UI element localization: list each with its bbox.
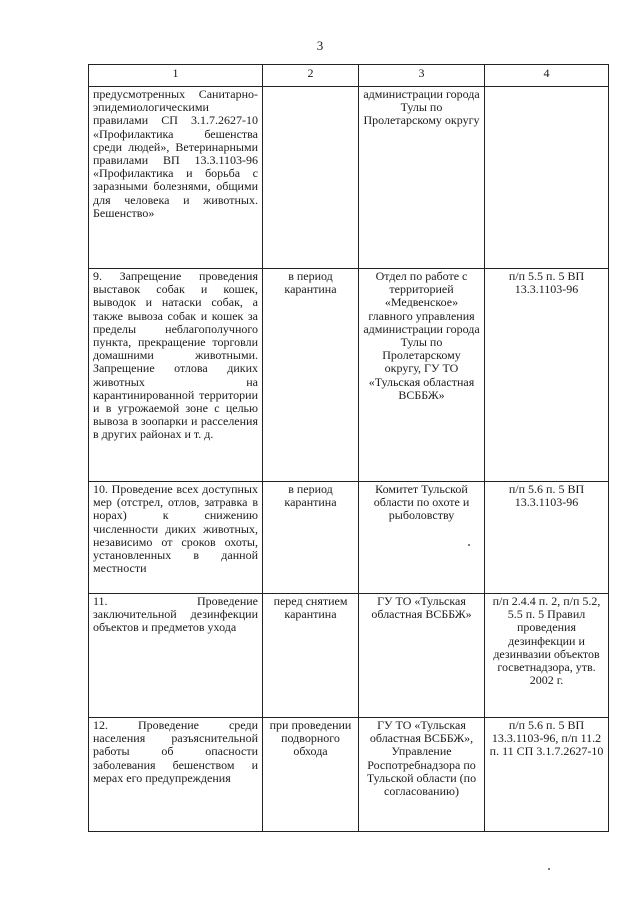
measure-cell: 11. Проведение заключительной дезинфекции объектов и предметов ухода xyxy=(89,594,263,718)
period-cell: в период карантина xyxy=(263,482,359,594)
responsible-cell: Отдел по работе с территорией «Медвенское» главного управления администрации города Тулы по Пролетарскому округу, ГУ ТО «Тульская областная ВСББЖ» xyxy=(359,269,485,482)
responsible-cell: ГУ ТО «Тульская областная ВСББЖ», Управление Роспотребнадзора по Тульской области (по согласованию) xyxy=(359,718,485,832)
column-header: 3 xyxy=(359,65,485,87)
period-cell: перед снятием карантина xyxy=(263,594,359,718)
period-cell xyxy=(263,87,359,269)
responsible-cell: Комитет Тульской области по охоте и рыболовству xyxy=(359,482,485,594)
basis-cell: п/п 5.6 п. 5 ВП 13.3.1103-96, п/п 11.2 п. 11 СП 3.1.7.2627-10 xyxy=(485,718,609,832)
measure-cell: 9. Запрещение проведения выставок собак и кошек, выводок и натаски собак, а также вывоза собак и кошек за пределы неблагополучного пункта, прекращение торговли домашними животными. Запрещение отлова диких животных на карантинированной территории и в угрожаемой зоне с целью вывоза в зоопарки и расселения в других районах и т. д. xyxy=(89,269,263,482)
basis-cell: п/п 5.5 п. 5 ВП 13.3.1103-96 xyxy=(485,269,609,482)
column-header: 4 xyxy=(485,65,609,87)
scan-speck xyxy=(468,544,470,546)
period-cell: при проведении подворного обхода xyxy=(263,718,359,832)
basis-cell: п/п 2.4.4 п. 2, п/п 5.2, 5.5 п. 5 Правил проведения дезинфекции и дезинвазии объектов госветнадзора, утв. 2002 г. xyxy=(485,594,609,718)
column-header: 2 xyxy=(263,65,359,87)
period-cell: в период карантина xyxy=(263,269,359,482)
table-row xyxy=(89,594,609,718)
column-header: 1 xyxy=(89,65,263,87)
page-number: 3 xyxy=(316,38,324,53)
basis-cell: п/п 5.6 п. 5 ВП 13.3.1103-96 xyxy=(485,482,609,594)
scan-speck xyxy=(548,868,550,870)
measures-table xyxy=(88,64,609,832)
responsible-cell: ГУ ТО «Тульская областная ВСББЖ» xyxy=(359,594,485,718)
table-row xyxy=(89,718,609,832)
table-row xyxy=(89,269,609,482)
responsible-cell: администрации города Тулы по Пролетарскому округу xyxy=(359,87,485,269)
measure-cell: 10. Проведение всех доступных мер (отстрел, отлов, затравка в норах) к снижению численности диких животных, независимо от сроков охоты, установленных в данной местности xyxy=(89,482,263,594)
table-row xyxy=(89,482,609,594)
measure-cell: предусмотренных Санитарно-эпидемиологическими правилами СП 3.1.7.2627-10 «Профилактика бешенства среди людей», Ветеринарными правилами ВП 13.3.1103-96 «Профилактика и борьба с заразными болезнями, общими для человека и животных. Бешенство» xyxy=(89,87,263,269)
table-row xyxy=(89,87,609,269)
measure-cell: 12. Проведение среди населения разъяснительной работы об опасности заболевания бешенством и мерах его предупреждения xyxy=(89,718,263,832)
table-header-row xyxy=(89,65,609,87)
basis-cell xyxy=(485,87,609,269)
